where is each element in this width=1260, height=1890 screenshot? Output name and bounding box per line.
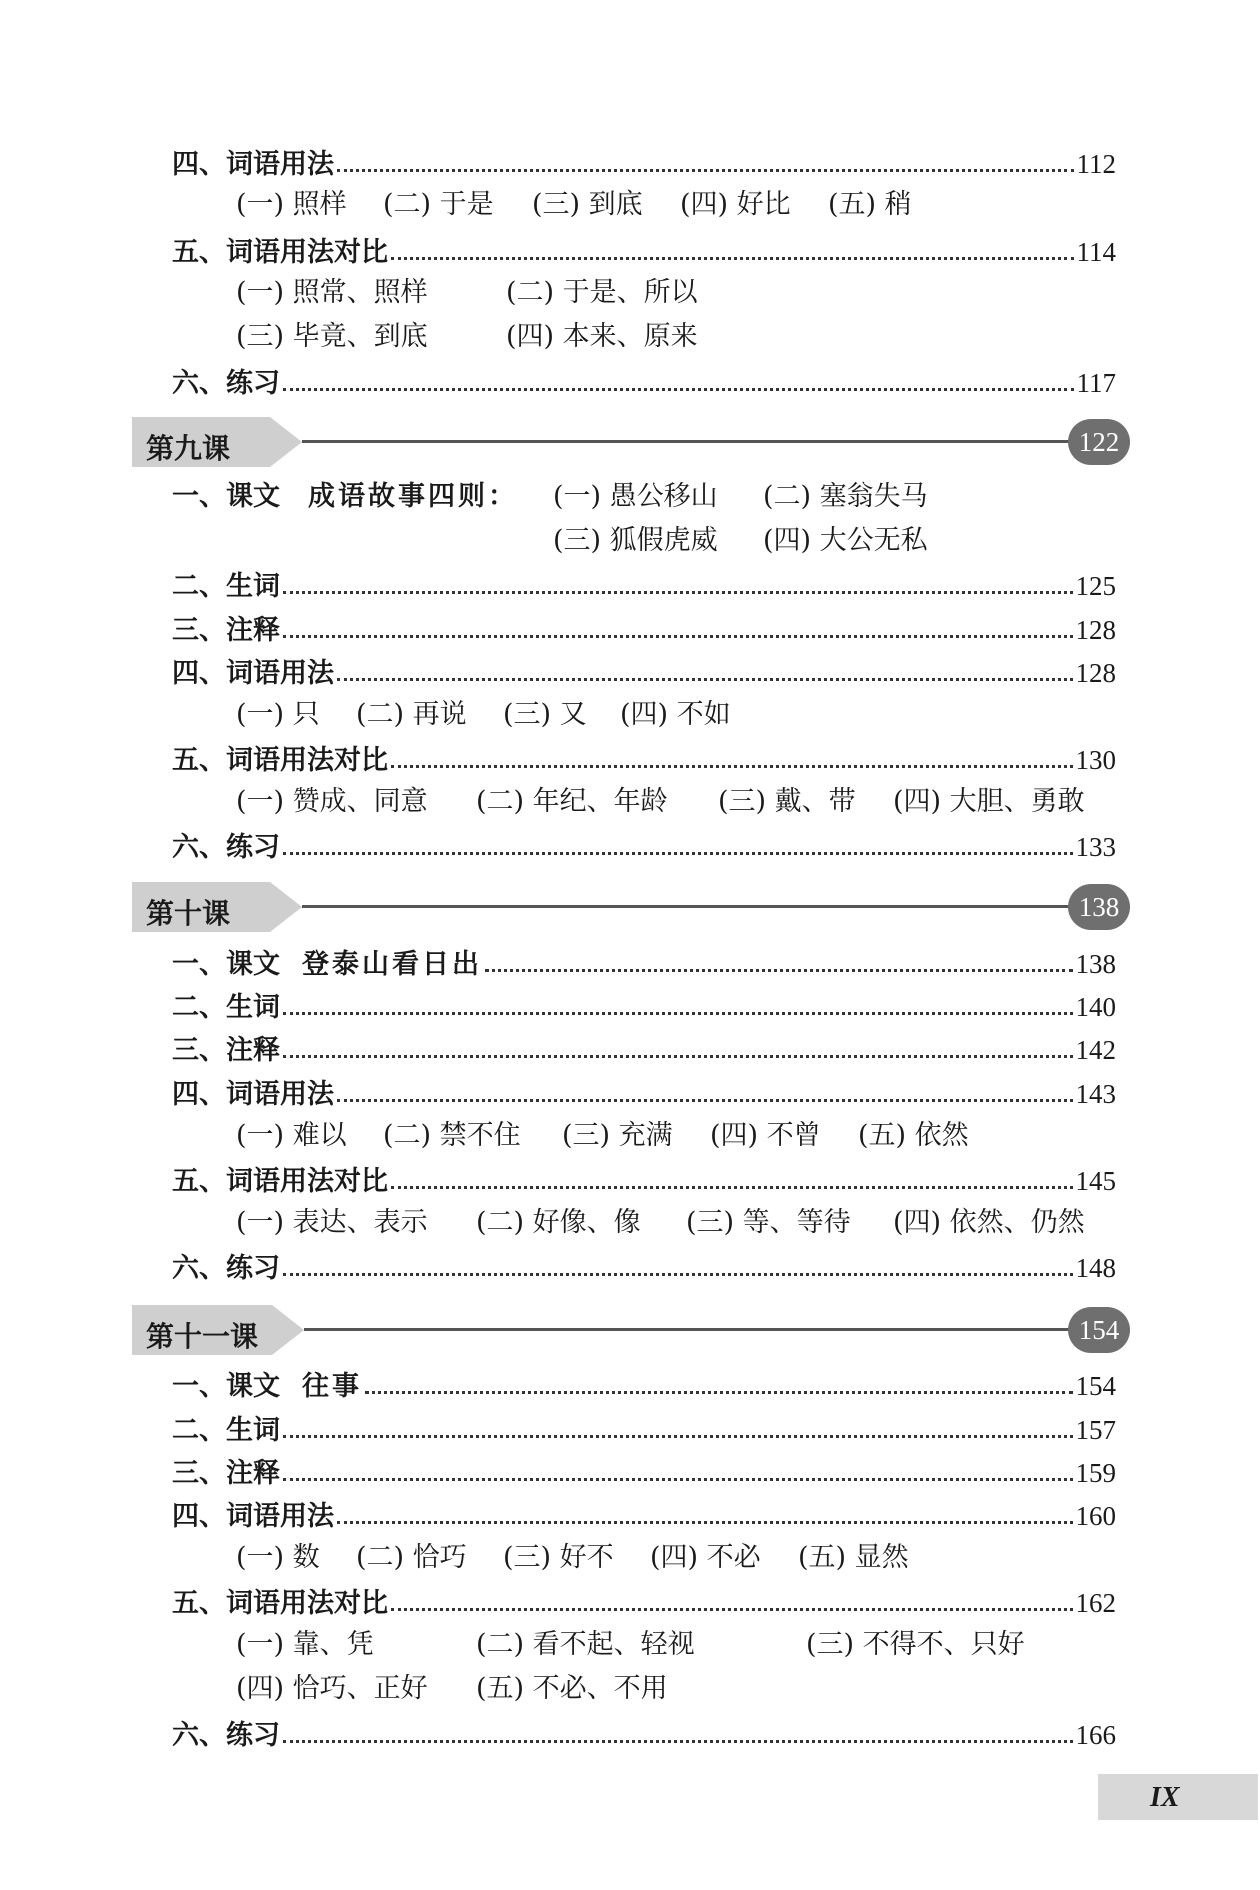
page-number: 114 xyxy=(1076,237,1116,267)
lesson-header-10[interactable] xyxy=(132,882,1130,932)
toc-entry-l11-vocab[interactable] xyxy=(172,1408,1116,1444)
sub-item: (三) 到底 xyxy=(532,189,643,220)
entry-label: 一、课文 xyxy=(172,481,280,512)
leader-dots xyxy=(337,1521,1073,1524)
sub-item: (一) 照常、照样 xyxy=(236,277,428,308)
page-number: 166 xyxy=(1075,1720,1116,1750)
page-number: 143 xyxy=(1075,1079,1116,1109)
sub-item: (一) 只 xyxy=(236,699,320,730)
leader-dots xyxy=(391,1186,1073,1189)
toc-entry-l10-notes[interactable] xyxy=(172,1028,1116,1064)
sub-item: (三) 又 xyxy=(503,699,587,730)
page-number-roman: IX xyxy=(1150,1782,1180,1813)
sub-item: (四) 大胆、勇敢 xyxy=(893,786,1085,817)
sub-item: (一) 愚公移山 xyxy=(553,481,718,512)
sub-item: (五) 显然 xyxy=(798,1542,909,1573)
entry-label: 四、词语用法 xyxy=(172,1079,334,1110)
entry-label: 三、注释 xyxy=(172,615,280,646)
sub-item: (四) 好比 xyxy=(680,189,791,220)
sub-item: (四) 依然、仍然 xyxy=(893,1207,1085,1238)
entry-label: 二、生词 xyxy=(172,992,280,1023)
sub-item: (一) 靠、凭 xyxy=(236,1629,374,1660)
sub-item: (三) 毕竟、到底 xyxy=(236,321,428,352)
page-number: 159 xyxy=(1075,1458,1116,1488)
sub-item: (一) 赞成、同意 xyxy=(236,786,428,817)
toc-entry-l9-exercise[interactable] xyxy=(172,825,1116,861)
leader-dots xyxy=(485,969,1073,972)
sub-item: (一) 数 xyxy=(236,1542,320,1573)
leader-dots xyxy=(391,1608,1073,1611)
leader-dots xyxy=(391,257,1074,260)
sub-item: (二) 看不起、轻视 xyxy=(476,1629,695,1660)
leader-dots xyxy=(283,1055,1073,1058)
toc-entry-l8-usage[interactable] xyxy=(172,142,1116,178)
sub-item: (五) 不必、不用 xyxy=(476,1673,668,1704)
entry-label: 六、练习 xyxy=(172,832,280,863)
leader-dots xyxy=(283,1478,1073,1481)
page-number: 145 xyxy=(1075,1166,1116,1196)
page-number: 128 xyxy=(1075,658,1116,688)
header-rule xyxy=(304,1328,1074,1331)
lesson-page-badge: 138 xyxy=(1068,884,1130,930)
page-number: 112 xyxy=(1076,149,1116,179)
sub-item: (三) 不得不、只好 xyxy=(806,1629,1025,1660)
leader-dots xyxy=(283,635,1073,638)
entry-label: 二、生词 xyxy=(172,1415,280,1446)
sub-item: (二) 于是、所以 xyxy=(506,277,698,308)
page-number: 117 xyxy=(1076,368,1116,398)
sub-item: (二) 好像、像 xyxy=(476,1207,641,1238)
sub-item: (二) 恰巧 xyxy=(356,1542,467,1573)
sub-item: (一) 照样 xyxy=(236,189,347,220)
sub-item: (一) 表达、表示 xyxy=(236,1207,428,1238)
toc-entry-l11-exercise[interactable] xyxy=(172,1713,1116,1749)
lesson-title: 第十一课 xyxy=(146,1320,259,1353)
entry-subtitle: 往事 xyxy=(302,1371,362,1402)
entry-label: 五、词语用法对比 xyxy=(172,237,388,268)
sub-item: (二) 再说 xyxy=(356,699,467,730)
header-rule xyxy=(302,440,1074,443)
toc-entry-l11-text[interactable] xyxy=(172,1364,1116,1400)
sub-item: (二) 禁不住 xyxy=(383,1120,521,1151)
lesson-title: 第十课 xyxy=(146,897,231,930)
leader-dots xyxy=(337,169,1074,172)
sub-item: (三) 等、等待 xyxy=(686,1207,851,1238)
leader-dots xyxy=(391,765,1073,768)
toc-entry-l9-comparison[interactable] xyxy=(172,738,1116,774)
sub-item: (四) 不如 xyxy=(620,699,731,730)
entry-label: 六、练习 xyxy=(172,368,280,399)
toc-entry-l11-notes[interactable] xyxy=(172,1451,1116,1487)
leader-dots xyxy=(365,1391,1073,1394)
leader-dots xyxy=(283,1012,1073,1015)
entry-label: 三、注释 xyxy=(172,1035,280,1066)
page-number: 125 xyxy=(1075,571,1116,601)
entry-label: 二、生词 xyxy=(172,571,280,602)
leader-dots xyxy=(283,852,1073,855)
entry-label: 四、词语用法 xyxy=(172,149,334,180)
entry-label: 六、练习 xyxy=(172,1720,280,1751)
lesson-header-11[interactable] xyxy=(132,1305,1130,1355)
entry-label: 四、词语用法 xyxy=(172,658,334,689)
entry-label: 五、词语用法对比 xyxy=(172,745,388,776)
toc-entry-l9-text[interactable] xyxy=(172,477,518,513)
lesson-title: 第九课 xyxy=(146,432,231,465)
sub-item: (四) 不必 xyxy=(650,1542,761,1573)
page-number: 157 xyxy=(1075,1415,1116,1445)
leader-dots xyxy=(283,1740,1073,1743)
page-number: 154 xyxy=(1075,1371,1116,1401)
entry-label: 四、词语用法 xyxy=(172,1501,334,1532)
leader-dots xyxy=(337,1099,1073,1102)
page-number: 162 xyxy=(1075,1588,1116,1618)
leader-dots xyxy=(337,678,1073,681)
toc-entry-l10-comparison[interactable] xyxy=(172,1159,1116,1195)
entry-label: 三、注释 xyxy=(172,1458,280,1489)
lesson-page-badge: 122 xyxy=(1068,419,1130,465)
leader-dots xyxy=(283,1435,1073,1438)
entry-label: 一、课文 xyxy=(172,949,280,980)
sub-item: (四) 本来、原来 xyxy=(506,321,698,352)
sub-item: (三) 充满 xyxy=(562,1120,673,1151)
page-number: 148 xyxy=(1075,1253,1116,1283)
sub-item: (三) 狐假虎威 xyxy=(553,525,718,556)
entry-label: 一、课文 xyxy=(172,1371,280,1402)
toc-entry-l9-notes[interactable] xyxy=(172,608,1116,644)
toc-entry-l10-vocab[interactable] xyxy=(172,985,1116,1021)
sub-item: (三) 戴、带 xyxy=(718,786,856,817)
entry-subtitle: 登泰山看日出 xyxy=(302,949,482,980)
leader-dots xyxy=(283,591,1073,594)
page-number: 128 xyxy=(1075,615,1116,645)
page-number: 130 xyxy=(1075,745,1116,775)
sub-item: (五) 稍 xyxy=(828,189,912,220)
sub-item: (三) 好不 xyxy=(503,1542,614,1573)
toc-entry-l9-vocab[interactable] xyxy=(172,564,1116,600)
page-number: 138 xyxy=(1075,949,1116,979)
toc-entry-l11-usage[interactable] xyxy=(172,1494,1116,1530)
entry-label: 五、词语用法对比 xyxy=(172,1166,388,1197)
toc-entry-l11-comparison[interactable] xyxy=(172,1581,1116,1617)
entry-label: 五、词语用法对比 xyxy=(172,1588,388,1619)
leader-dots xyxy=(283,1273,1073,1276)
sub-item: (四) 不曾 xyxy=(710,1120,821,1151)
entry-label: 六、练习 xyxy=(172,1253,280,1284)
toc-entry-l10-usage[interactable] xyxy=(172,1072,1116,1108)
lesson-header-9[interactable] xyxy=(132,417,1130,467)
toc-entry-l9-usage[interactable] xyxy=(172,651,1116,687)
toc-entry-l10-exercise[interactable] xyxy=(172,1246,1116,1282)
page-number: 140 xyxy=(1075,992,1116,1022)
sub-item: (一) 难以 xyxy=(236,1120,347,1151)
sub-item: (二) 于是 xyxy=(383,189,494,220)
toc-entry-l8-comparison[interactable] xyxy=(172,230,1116,266)
sub-item: (二) 年纪、年龄 xyxy=(476,786,668,817)
sub-item: (四) 大公无私 xyxy=(763,525,928,556)
sub-item: (四) 恰巧、正好 xyxy=(236,1673,428,1704)
leader-dots xyxy=(283,388,1074,391)
toc-entry-l10-text[interactable] xyxy=(172,942,1116,978)
toc-entry-l8-exercise[interactable] xyxy=(172,361,1116,397)
page-number: 133 xyxy=(1075,832,1116,862)
page-number: 142 xyxy=(1075,1035,1116,1065)
sub-item: (五) 依然 xyxy=(858,1120,969,1151)
lesson-page-badge: 154 xyxy=(1068,1307,1130,1353)
entry-subtitle: 成语故事四则： xyxy=(308,481,518,512)
header-rule xyxy=(302,905,1074,908)
page-number: 160 xyxy=(1075,1501,1116,1531)
sub-item: (二) 塞翁失马 xyxy=(763,481,928,512)
